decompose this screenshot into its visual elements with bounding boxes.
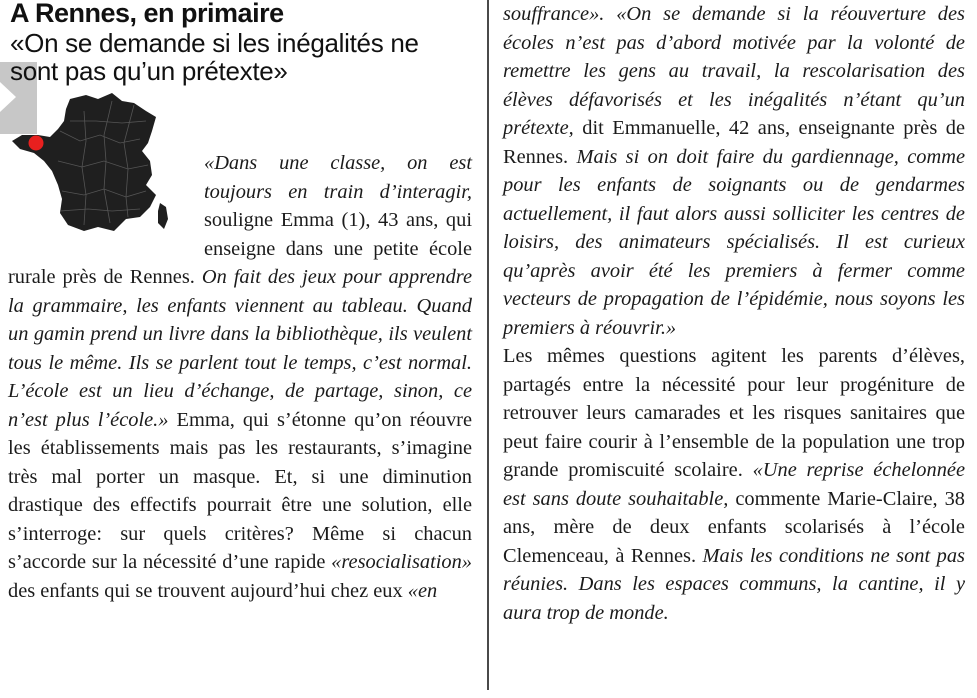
france-map-shape	[12, 93, 168, 231]
body-text: dit Emmanuelle, 42 ans, enseignante près de Rennes.	[503, 117, 965, 168]
article-kicker: A Rennes, en primaire	[10, 0, 284, 28]
column-divider	[487, 0, 489, 690]
body-text: commente Marie-Claire, 38 ans, mère de deux enfants scolarisés à l’école Clemenceau, à Rennes.	[503, 487, 965, 567]
france-map-svg	[0, 91, 200, 243]
quote-text: Mais si on doit faire du gardiennage, comme pour les enfants de soignants ou de gendarmes actuellement, il faut alors aussi solliciter les centres de loisirs, des animateurs spécialisés. Il est curieux qu’après avoir été les premiers à fermer comme vecteurs de propagation de l’épidémie, nous soyons les premiers à réouvrir.»	[503, 145, 965, 339]
right-column	[503, 0, 965, 627]
quote-text: souffrance». «On se demande si la réouverture des écoles n’est pas d’abord motivée par la volonté de remettre les gens au travail, la rescolarisation des élèves défavorisés et les inégalités n’étant qu’un prétexte,	[503, 3, 965, 139]
right-column-paragraph-1	[503, 0, 965, 342]
left-column	[8, 0, 472, 605]
quote-text: Mais les conditions ne sont pas réunies. Dans les espaces communs, la cantine, il y aura trop de monde.	[503, 544, 965, 624]
body-text: souligne Emma (1), 43 ans, qui enseigne dans une petite école rurale près de Rennes.	[8, 209, 472, 288]
quote-text: «Dans une classe, on est toujours en train d’interagir,	[204, 152, 472, 203]
quote-text: «Une reprise échelonnée est sans doute souhaitable,	[503, 459, 965, 510]
body-text: Emma, qui s’étonne qu’on réouvre les établissements mais pas les restaurants, s’imagine très mal porter un masque. Et, si une diminution drastique des effectifs pourrait être une solution, elle s’interroge: sur quels critères? Même si chacun s’accorde sur la nécessité d’une rapide	[8, 408, 472, 573]
article-headline: «On se demande si les inégalités ne sont pas qu’un prétexte»	[10, 28, 419, 86]
france-map-icon	[0, 91, 200, 243]
quote-text: On fait des jeux pour apprendre la grammaire, les enfants viennent au tableau. Quand un gamin prend un livre dans la bibliothèque, ils veulent tous le même. Ils se parlent tout le temps, c’est normal. L’école est un lieu d’échange, de partage, sinon, ce n’est plus l’école.»	[8, 266, 472, 431]
rennes-location-marker	[29, 136, 44, 151]
quote-text: «en	[407, 579, 438, 602]
quote-text: «resocialisation»	[331, 551, 472, 573]
right-column-paragraph-2	[503, 342, 965, 627]
body-text: des enfants qui se trouvent aujourd’hui chez eux	[8, 579, 408, 602]
body-text: Les mêmes questions agitent les parents d’élèves, partagés entre la nécessité pour leur progéniture de retrouver leurs camarades et les risques sanitaires que peut faire courir à l’ensemble de la population une trop grande promiscuité scolaire.	[503, 345, 965, 481]
